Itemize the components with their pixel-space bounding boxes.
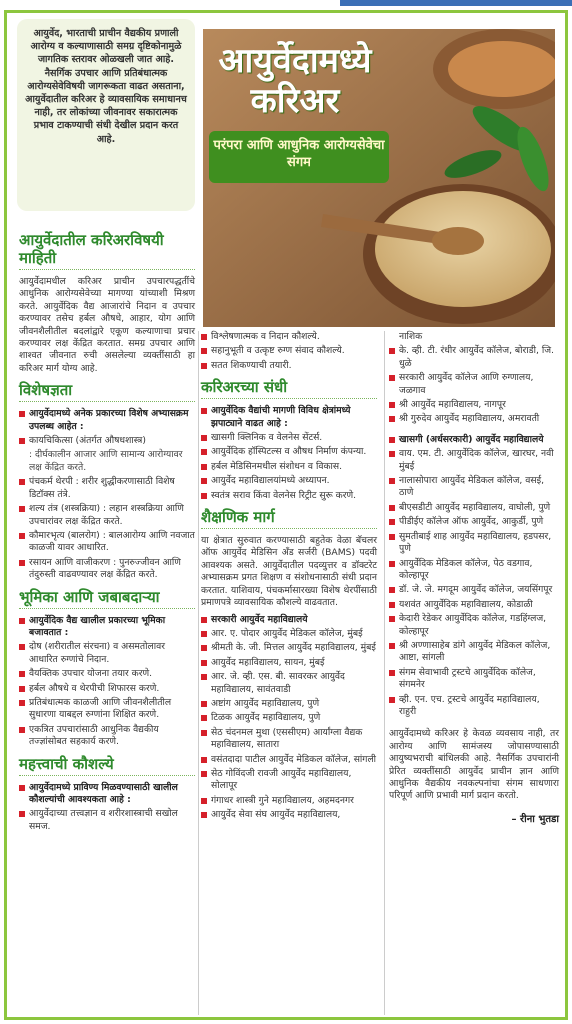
opportunities-heading: करिअरच्या संधी bbox=[201, 378, 377, 399]
specialization-rasayan: रसायन आणि वाजीकरण : पुनरुज्जीवन आणि तंदुरुस्ती वाढवण्यावर लक्ष केंद्रित करते. bbox=[19, 557, 195, 582]
column-divider bbox=[384, 331, 385, 1015]
column-2 bbox=[201, 331, 377, 824]
gov-college-item: आयुर्वेद सेवा संघ आयुर्वेद महाविद्यालय, bbox=[201, 809, 377, 821]
gov-college-item: श्रीमती के. जी. मित्तल आयुर्वेद महाविद्यालय, मुंबई bbox=[201, 642, 377, 654]
private-college-item: श्री अण्णासाहेब डांगे आयुर्वेद मेडिकल कॉलेज, आष्टा, सांगली bbox=[389, 640, 559, 665]
private-college-item: यशवंत आयुर्वेदिक महाविद्यालय, कोडाळी bbox=[389, 599, 559, 611]
gov-colleges-heading: सरकारी आयुर्वेद महाविद्यालये bbox=[201, 614, 377, 626]
private-colleges-heading: खासगी (अर्धसरकारी) आयुर्वेद महाविद्यालये bbox=[389, 434, 559, 446]
roles-item: हर्बल औषधे व थेरपीची शिफारस करणे. bbox=[19, 683, 195, 695]
roles-item: दोष (शरीरातील संरचना) व असमतोलावर आधारित रुग्णांचे निदान. bbox=[19, 641, 195, 666]
roles-item: प्रतिबंधात्मक काळजी आणि जीवनशैलीतील सुधारणा याबद्दल रुग्णांना शिक्षित करणे. bbox=[19, 697, 195, 722]
opportunity-item: हर्बल मेडिसिनमधील संशोधन व विकास. bbox=[201, 461, 377, 473]
specialization-kaumar: कौमारभृत्य (बालरोग) : बालआरोग्य आणि नवजात काळजी यावर आधारित. bbox=[19, 530, 195, 555]
gov-college-item: श्री आयुर्वेद महाविद्यालय, नागपूर bbox=[389, 399, 559, 411]
article-page bbox=[4, 10, 568, 1020]
gov-college-item: आर. ए. पोदार आयुर्वेद मेडिकल कॉलेज, मुंबई bbox=[201, 628, 377, 640]
gov-college-item: सरकारी आयुर्वेद कॉलेज आणि रुग्णालय, जळगाव bbox=[389, 372, 559, 397]
specialization-panch: पंचकर्म थेरपी : शरीर शुद्धीकरणासाठी विशेष डिटॉक्स तंत्रे. bbox=[19, 476, 195, 501]
specialization-lead: आयुर्वेदामध्ये अनेक प्रकारच्या विशेष अभ्यासक्रम उपलब्ध आहेत : bbox=[19, 408, 195, 433]
gov-college-item: सेठ चंदनमल मुथा (एससीएम) आर्यांग्ला वैद्यक महाविद्यालय, सातारा bbox=[201, 727, 377, 752]
skills-heading: महत्त्वाची कौशल्ये bbox=[19, 755, 195, 776]
private-college-item: संगम सेवाभावी ट्रस्टचे आयुर्वेदिक कॉलेज, संगमनेर bbox=[389, 667, 559, 692]
roles-lead: आयुर्वेदिक वैद्य खालील प्रकारच्या भूमिका बजावतात : bbox=[19, 615, 195, 640]
gov-college-item: आर. जे. व्ही. एस. बी. सावरकर आयुर्वेद महाविद्यालय, सावंतवाडी bbox=[201, 671, 377, 696]
specialization-kaya: कायचिकित्सा (अंतर्गत औषधशास्त्र) bbox=[19, 435, 195, 447]
hero-subtitle: परंपरा आणि आधुनिक आरोग्यसेवेचा संगम bbox=[209, 131, 389, 183]
column-1 bbox=[19, 225, 195, 835]
career-info-text: आयुर्वेदामधील करिअर प्राचीन उपचारपद्धतींचे आधुनिक आरोग्यसेवेच्या मागण्या यांच्याशी मिश्रण करते. आयुर्वेदिक वैद्य आजारांचे निदान व उपचार करण्यावर तसेच हर्बल औषधे, आहार, योग आणि जीवनशैलीतील बदलांद्वारे एकूण कल्याणाचा प्रचार करण्यावर लक्ष केंद्रित करतात. समग्र उपचार आणि शाश्वत जीवनात रुची असलेल्या व्यक्तींसाठी हा करिअर मार्ग योग्य आहे. bbox=[19, 276, 195, 374]
specialization-heading: विशेषज्ञता bbox=[19, 381, 195, 402]
roles-item: वैयक्तिक उपचार योजना तयार करणे. bbox=[19, 668, 195, 680]
skills-lead: आयुर्वेदामध्ये प्राविण्य मिळवण्यासाठी खालील कौशल्यांची आवश्यकता आहे : bbox=[19, 782, 195, 807]
specialization-kaya-desc: : दीर्घकालीन आजार आणि सामान्य आरोग्यावर लक्ष केंद्रित करते. bbox=[29, 449, 183, 473]
private-college-item: आयुर्वेदिक मेडिकल कॉलेज, पेठ वडगाव, कोल्हापूर bbox=[389, 558, 559, 583]
column-3 bbox=[389, 331, 559, 825]
specialization-shalya: शल्य तंत्र (शस्त्रक्रिया) : लहान शस्त्रक्रिया आणि उपचारांवर लक्ष केंद्रित करते. bbox=[19, 503, 195, 528]
skills-item: आयुर्वेदाच्या तत्त्वज्ञान व शरीरशास्त्राची सखोल समज. bbox=[19, 808, 195, 833]
hero-image bbox=[203, 29, 555, 327]
gov-college-item: टिळक आयुर्वेद महाविद्यालय, पुणे bbox=[201, 712, 377, 724]
opportunities-lead: आयुर्वेदिक वैद्यांची मागणी विविध क्षेत्रांमध्ये झपाट्याने वाढत आहे : bbox=[201, 405, 377, 430]
gov-college-item: सेठ गोविंदजी रावजी आयुर्वेद महाविद्यालय, सोलापूर bbox=[201, 768, 377, 793]
career-info-heading: आयुर्वेदातील करिअरविषयी माहिती bbox=[19, 231, 195, 270]
roles-heading: भूमिका आणि जबाबदाऱ्या bbox=[19, 588, 195, 609]
skills-item: सतत शिकण्याची तयारी. bbox=[201, 360, 377, 372]
column-divider bbox=[198, 331, 199, 1015]
private-college-item: व्ही. एन. एच. ट्रस्टचे आयुर्वेद महाविद्यालय, राहुरी bbox=[389, 694, 559, 719]
opportunity-item: खासगी क्लिनिक व वेलनेस सेंटर्स. bbox=[201, 432, 377, 444]
roles-item: एकत्रित उपचारांसाठी आधुनिक वैद्यकीय तज्ज्ञांसोबत सहकार्य करणे. bbox=[19, 724, 195, 749]
gov-college-item: आयुर्वेद महाविद्यालय, सायन, मुंबई bbox=[201, 657, 377, 669]
private-college-item: नालासोपारा आयुर्वेद मेडिकल कॉलेज, वसई, ठाणे bbox=[389, 475, 559, 500]
private-college-item: वाय. एम. टी. आयुर्वेदिक कॉलेज, खारघर, नवी मुंबई bbox=[389, 448, 559, 473]
opportunity-item: आयुर्वेद महाविद्यालयांमध्ये अध्यापन. bbox=[201, 475, 377, 487]
gov-college-item: वसंतदादा पाटील आयुर्वेद मेडिकल कॉलेज, सांगली bbox=[201, 754, 377, 766]
opportunity-item: स्वतंत्र सराव किंवा वेलनेस रिट्रीट सुरू करणे. bbox=[201, 490, 377, 502]
gov-college-item: अष्टांग आयुर्वेद महाविद्यालय, पुणे bbox=[201, 698, 377, 710]
education-text: या क्षेत्रात सुरुवात करण्यासाठी बहुतेक वेळा बॅचलर ऑफ आयुर्वेद मेडिसिन अँड सर्जरी (BAMS) पदवी आवश्यक असते. आयुर्वेदातील पदव्युत्तर व डॉक्टरेट अभ्यासक्रम प्रगत शिक्षण व संशोधनासाठी संधी प्रदान करतात. याशिवाय, पंचकर्मासारख्या विशेष थेरपींसाठी प्रमाणपत्रे व्यावसायिक कौशल्ये वाढवतात. bbox=[201, 535, 377, 609]
author-signature: – रीना भुतडा bbox=[511, 813, 559, 825]
private-college-item: सुमतीबाई शाह आयुर्वेद महाविद्यालय, हडपसर, पुणे bbox=[389, 531, 559, 556]
private-college-item: बीएसडीटी आयुर्वेद महाविद्यालय, वाघोली, पुणे bbox=[389, 502, 559, 514]
skills-item: विश्लेषणात्मक व निदान कौशल्ये. bbox=[201, 331, 377, 343]
private-college-item: पीडीईए कॉलेज ऑफ आयुर्वेद, आकुर्डी, पुणे bbox=[389, 516, 559, 528]
intro-box: आयुर्वेद, भारताची प्राचीन वैद्यकीय प्रणाली आरोग्य व कल्याणासाठी समग्र दृष्टिकोनामुळे जागतिक स्तरावर ओळखली जात आहे. नैसर्गिक उपचार आणि प्रतिबंधात्मक आरोग्यसेवेविषयी जागरूकता वाढत असताना, आयुर्वेदातील करिअर हे व्यावसायिक समाधानच नाही, तर लोकांच्या जीवनावर सकारात्मक प्रभाव टाकण्याची संधी देखील प्रदान करत आहे. bbox=[17, 19, 195, 211]
gov-college-item: गंगाधर शास्त्री गुने महाविद्यालय, अहमदनगर bbox=[201, 795, 377, 807]
gov-college-item: श्री गुरुदेव आयुर्वेद महाविद्यालय, अमरावती bbox=[389, 413, 559, 425]
gov-college-cont: नाशिक bbox=[399, 331, 423, 342]
gov-college-item: के. व्ही. टी. रंधीर आयुर्वेद कॉलेज, बोराडी, जि. धुळे bbox=[389, 345, 559, 370]
education-heading: शैक्षणिक मार्ग bbox=[201, 508, 377, 529]
closing-text: आयुर्वेदामध्ये करिअर हे केवळ व्यवसाय नाही, तर आरोग्य आणि सामंजस्य जोपासण्यासाठी आयुष्यभराची बांधिलकी आहे. नैसर्गिक उपचारांनी प्रेरित व्यक्तींसाठी आयुर्वेद प्राचीन ज्ञान आणि आधुनिक वैद्यकीय नवकल्पनांचा संगम साधणारा परिपूर्ण आणि प्रभावी मार्ग प्रदान करतो. bbox=[389, 728, 559, 802]
private-college-item: केदारी रेडेकर आयुर्वेदिक कॉलेज, गडहिंग्लज, कोल्हापूर bbox=[389, 613, 559, 638]
hero-title: आयुर्वेदामध्ये करिअर bbox=[218, 41, 372, 121]
skills-item: सहानुभूती व उत्कृष्ट रुग्ण संवाद कौशल्ये. bbox=[201, 345, 377, 357]
opportunity-item: आयुर्वेदिक हॉस्पिटल्स व औषध निर्माण कंपन्या. bbox=[201, 446, 377, 458]
private-college-item: डॉ. जे. जे. मगदूम आयुर्वेद कॉलेज, जयसिंगपूर bbox=[389, 584, 559, 596]
top-color-bar bbox=[340, 0, 572, 6]
